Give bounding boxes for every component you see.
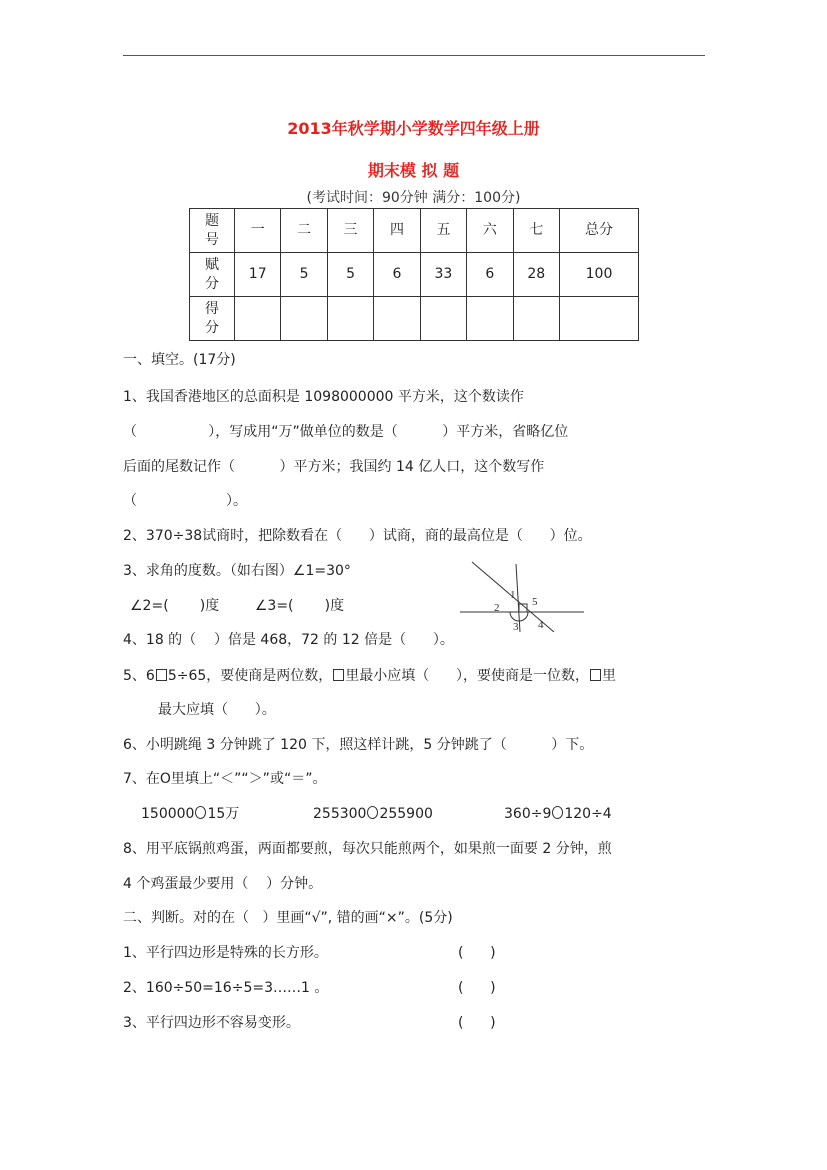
- score-cell[interactable]: [420, 297, 466, 341]
- points-cell: 17: [235, 253, 281, 297]
- q3-line1: 3、求角的度数。（如右图）∠1=30°: [123, 563, 351, 579]
- q2: 2、370÷38试商时，把除数看在（ ）试商，商的最高位是（ ）位。: [123, 528, 592, 544]
- circle-blank-icon[interactable]: [552, 806, 563, 819]
- q8-line1: 8、用平底锅煎鸡蛋，两面都要煎，每次只能煎两个，如果煎一面要 2 分钟，煎: [123, 841, 612, 857]
- q8-line2: 4 个鸡蛋最少要用（ ）分钟。: [123, 876, 323, 892]
- q3-line2: ∠2=( )度 ∠3=( )度: [130, 598, 345, 614]
- circle-blank-icon[interactable]: [367, 806, 378, 819]
- section1-heading: 一、填空。(17分): [123, 352, 236, 368]
- q1-line3: 后面的尾数记作（ ）平方米；我国约 14 亿人口，这个数写作: [123, 459, 545, 475]
- score-cell[interactable]: [327, 297, 373, 341]
- table-row: [190, 297, 639, 341]
- column-header: 三: [327, 209, 373, 253]
- angle-label-3: 3: [513, 621, 519, 632]
- q7-compare-2: 255300 255900: [313, 806, 433, 822]
- angle-label-4: 4: [538, 619, 544, 631]
- score-cell[interactable]: [467, 297, 513, 341]
- score-cell[interactable]: [281, 297, 327, 341]
- q6: 6、小明跳绳 3 分钟跳了 120 下，照这样计跳，5 分钟跳了（ ）下。: [123, 737, 594, 753]
- q7-compare-1: 150000 15万: [141, 806, 240, 822]
- points-cell: 5: [327, 253, 373, 297]
- square-box-icon: [156, 669, 167, 681]
- score-cell[interactable]: [374, 297, 420, 341]
- table-row: [190, 253, 639, 297]
- q1-line4: （ ）。: [123, 493, 248, 509]
- judge-blank-2[interactable]: ( ): [458, 980, 496, 996]
- q5-line1: 5、6 5÷65，要使商是两位数， 里最小应填（ ），要使商是一位数， 里: [123, 668, 616, 684]
- judge-blank-1[interactable]: ( ): [458, 945, 496, 961]
- q1-line1: 1、我国香港地区的总面积是 1098000000 平方米，这个数读作: [123, 389, 524, 405]
- column-header: 四: [374, 209, 420, 253]
- column-header: 五: [420, 209, 466, 253]
- points-cell: 5: [281, 253, 327, 297]
- judge-item-1: 1、平行四边形是特殊的长方形。: [123, 945, 328, 961]
- angle-label-2: 2: [494, 602, 500, 614]
- column-header-total: 总分: [560, 209, 639, 253]
- q4: 4、18 的（ ）倍是 468，72 的 12 倍是（ ）。: [123, 632, 454, 648]
- circle-blank-icon[interactable]: [195, 806, 206, 819]
- square-box-icon: [590, 669, 601, 681]
- section2-heading: 二、判断。对的在（ ）里画“√”, 错的画“×”。(5分): [123, 910, 453, 926]
- points-cell: 6: [467, 253, 513, 297]
- angle-label-5: 5: [532, 596, 538, 608]
- row-header-points: 赋 分: [190, 253, 235, 297]
- score-table: [189, 208, 639, 341]
- score-cell[interactable]: [235, 297, 281, 341]
- judge-blank-3[interactable]: ( ): [458, 1015, 496, 1031]
- column-header: 七: [513, 209, 559, 253]
- column-header: 一: [235, 209, 281, 253]
- angle-figure: [458, 560, 588, 632]
- page-title: 2013年秋学期小学数学四年级上册: [287, 119, 540, 138]
- q7-compare-3: 360÷9 120÷4: [504, 806, 612, 822]
- top-rule: [123, 55, 705, 56]
- column-header: 六: [467, 209, 513, 253]
- points-cell: 33: [420, 253, 466, 297]
- row-header-score: 得 分: [190, 297, 235, 341]
- square-box-icon: [333, 669, 344, 681]
- column-header: 二: [281, 209, 327, 253]
- q1-line2: （ ），写成用“万”做单位的数是（ ）平方米，省略亿位: [123, 424, 569, 440]
- table-row: [190, 209, 639, 253]
- judge-item-3: 3、平行四边形不容易变形。: [123, 1015, 300, 1031]
- exam-info: (考试时间：90分钟 满分：100分): [306, 190, 521, 206]
- q7: 7、在O里填上“＜”“＞”或“＝”。: [123, 771, 327, 787]
- page-subtitle: 期末模 拟 题: [367, 161, 460, 180]
- score-cell[interactable]: [513, 297, 559, 341]
- points-cell-total: 100: [560, 253, 639, 297]
- points-cell: 6: [374, 253, 420, 297]
- q5-line2: 最大应填（ ）。: [158, 702, 276, 718]
- row-header-question-number: 题 号: [190, 209, 235, 253]
- angle-label-1: 1: [510, 589, 516, 601]
- points-cell: 28: [513, 253, 559, 297]
- judge-item-2: 2、160÷50=16÷5=3……1 。: [123, 980, 329, 996]
- score-cell-total[interactable]: [560, 297, 639, 341]
